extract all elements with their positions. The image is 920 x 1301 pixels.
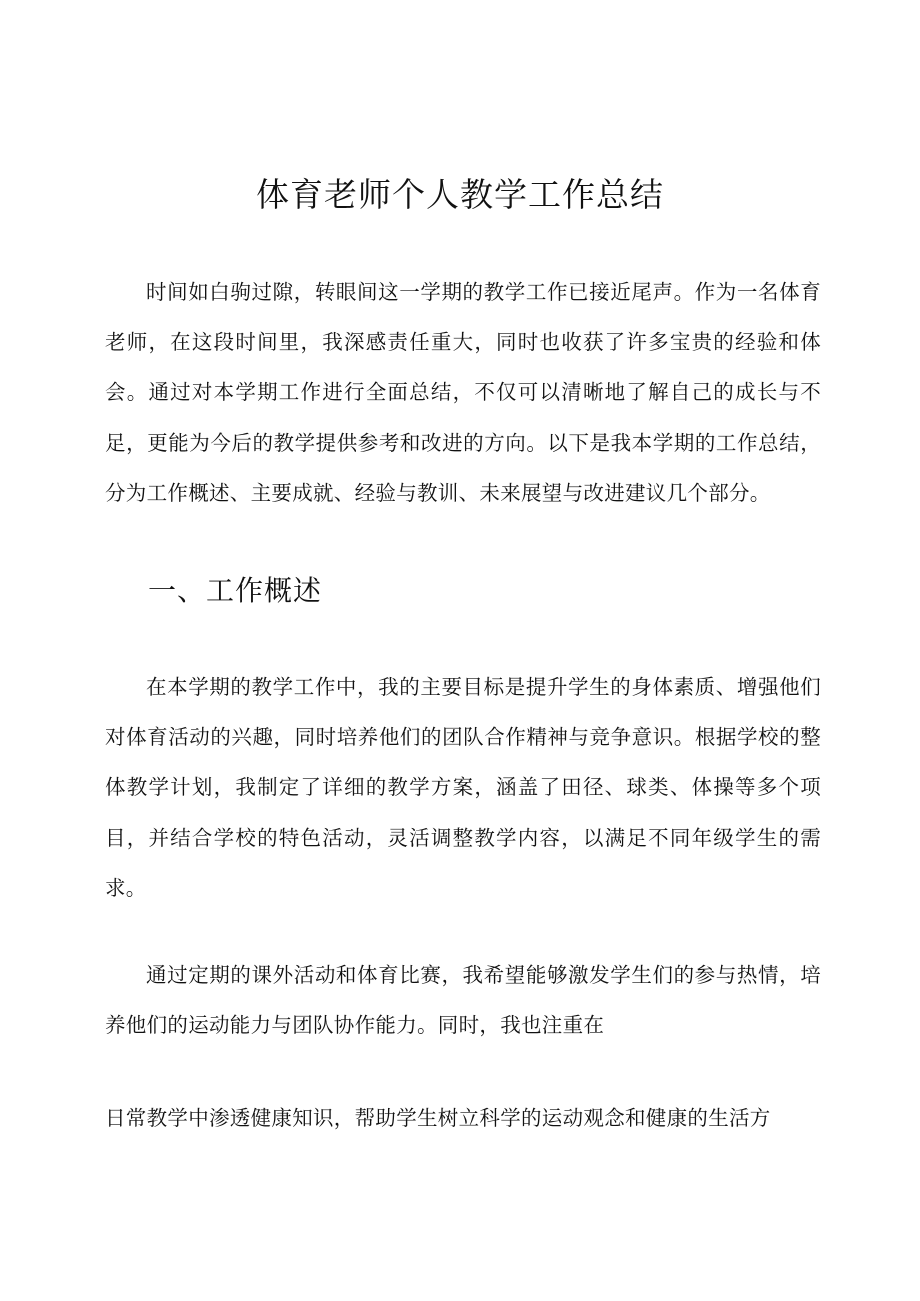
continuation-paragraph: 日常教学中渗透健康知识，帮助学生树立科学的运动观念和健康的生活方 (105, 1106, 771, 1130)
intro-paragraph: 时间如白驹过隙，转眼间这一学期的教学工作已接近尾声。作为一名体育老师，在这段时间里，我深感责任重大，同时也收获了许多宝贵的经验和体会。通过对本学期工作进行全面总结，不仅可以清晰地了解自己的成长与不足，更能为今后的教学提供参考和改进的方向。以下是我本学期的工作总结，分为工作概述、主要成就、经验与教训、未来展望与改进建议几个部分。 (105, 280, 821, 505)
activities-paragraph: 通过定期的课外活动和体育比赛，我希望能够激发学生们的参与热情，培养他们的运动能力与团队协作能力。同时，我也注重在 (105, 963, 821, 1038)
overview-paragraph: 在本学期的教学工作中，我的主要目标是提升学生的身体素质、增强他们对体育活动的兴趣，同时培养他们的团队合作精神与竞争意识。根据学校的整体教学计划，我制定了详细的教学方案，涵盖了田径、球类、体操等多个项目，并结合学校的特色活动，灵活调整教学内容，以满足不同年级学生的需求。 (105, 675, 821, 900)
document-title: 体育老师个人教学工作总结 (256, 175, 664, 214)
section-heading: 一、工作概述 (148, 574, 323, 607)
